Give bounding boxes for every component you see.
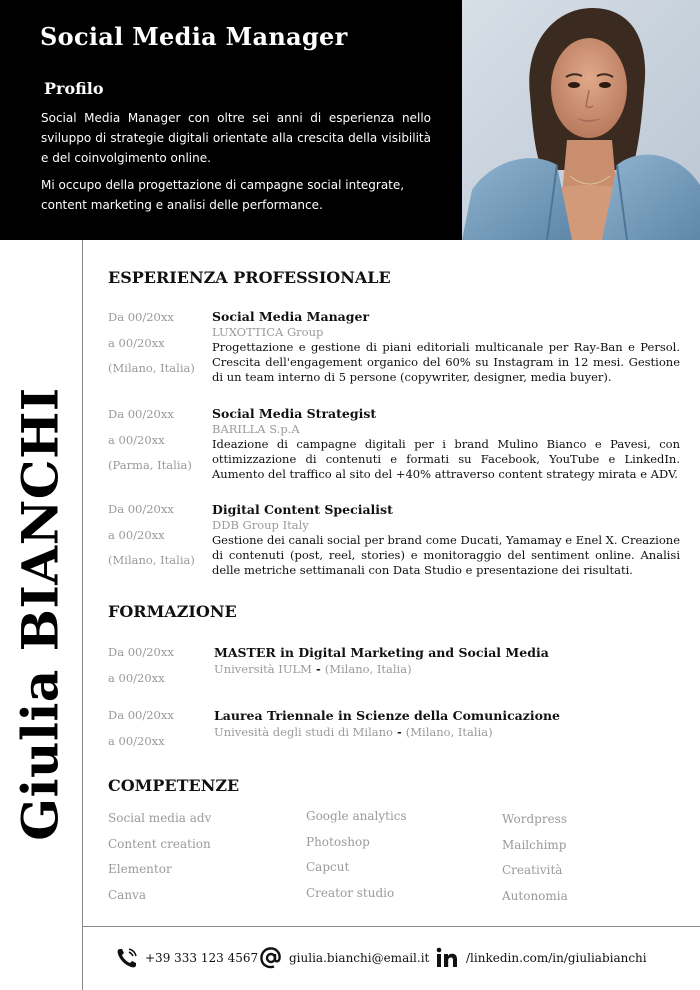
skill-item: Google analytics xyxy=(306,809,407,823)
job-role: Social Media Manager xyxy=(212,309,370,324)
skill-item: Capcut xyxy=(306,860,350,874)
edu-school: Università IULM xyxy=(214,662,312,676)
profile-photo xyxy=(462,0,700,240)
job-date-to: a 00/20xx xyxy=(108,432,165,447)
job-company: DDB Group Italy xyxy=(212,518,309,532)
job-1-dates xyxy=(108,305,195,382)
footer-divider xyxy=(82,926,700,927)
job-role: Digital Content Specialist xyxy=(212,502,393,517)
job-date-from: Da 00/20xx xyxy=(108,502,174,516)
skills-column-1 xyxy=(108,808,211,910)
contact-linkedin[interactable] xyxy=(436,944,647,972)
job-2-dates xyxy=(108,402,192,479)
skills-column-3 xyxy=(502,809,568,911)
edu-degree: Laurea Triennale in Scienze della Comunicazione xyxy=(214,708,561,723)
job-date-from: Da 00/20xx xyxy=(108,407,174,421)
edu-date-from: Da 00/20xx xyxy=(108,645,174,659)
job-3 xyxy=(212,502,680,578)
job-location: (Parma, Italia) xyxy=(108,458,192,472)
skills-column-2 xyxy=(306,806,407,908)
job-date-to: a 00/20xx xyxy=(108,527,165,542)
skills-title: COMPETENZE xyxy=(108,776,240,795)
job-role: Social Media Strategist xyxy=(212,406,377,421)
profile-paragraph-2: Mi occupo della progettazione di campagne social integrate, content marketing e analisi delle performance. xyxy=(41,178,405,212)
edu-separator: - xyxy=(392,725,406,739)
skills-grid xyxy=(108,808,688,908)
job-date-to: a 00/20xx xyxy=(108,335,165,350)
skill-item: Creatività xyxy=(502,863,563,877)
edu-separator: - xyxy=(311,662,325,676)
job-date-from: Da 00/20xx xyxy=(108,310,174,324)
profile-paragraph-1: Social Media Manager con oltre sei anni di esperienza nello sviluppo di strategie digitali orientate alla crescita della visibilità e del coinvolgimento online. xyxy=(41,111,431,165)
edu-date-to: a 00/20xx xyxy=(108,733,165,748)
at-sign-icon xyxy=(259,946,283,970)
profile-heading: Profilo xyxy=(44,79,104,98)
skill-item: Mailchimp xyxy=(502,837,567,852)
page-title: Social Media Manager xyxy=(40,22,348,51)
job-description: Ideazione di campagne digitali per i brand Mulino Bianco e Pavesi, con ottimizzazione di contenuti e formati su Facebook, YouTube e LinkedIn. Aumento del traffico al sito del +40% attraverso content strategy mirata e ADV. xyxy=(212,437,680,481)
linkedin-url[interactable]: /linkedin.com/in/giuliabianchi xyxy=(466,951,647,965)
job-2 xyxy=(212,406,680,482)
education-title: FORMAZIONE xyxy=(108,602,237,621)
edu-2 xyxy=(214,708,560,740)
header-panel xyxy=(0,0,462,240)
experience-title: ESPERIENZA PROFESSIONALE xyxy=(108,268,391,287)
job-location: (Milano, Italia) xyxy=(108,361,195,375)
contact-email[interactable] xyxy=(259,944,429,972)
job-company: LUXOTTICA Group xyxy=(212,325,324,339)
phone-icon xyxy=(115,946,139,970)
skill-item: Social media adv xyxy=(108,811,212,825)
edu-1-dates xyxy=(108,640,174,691)
edu-location: (Milano, Italia) xyxy=(405,725,493,739)
skill-item: Content creation xyxy=(108,836,211,851)
job-description: Progettazione e gestione di piani editoriali multicanale per Ray-Ban e Persol. Crescita dell'engagement organico del 60% su Instagram in 12 mesi. Gestione di un team interno di 5 persone (copywriter, designer, media buyer). xyxy=(212,340,680,384)
job-company: BARILLA S.p.A xyxy=(212,422,300,436)
job-description: Gestione dei canali social per brand come Ducati, Yamamay e Enel X. Creazione di contenuti (post, reel, stories) e monitoraggio del sentiment online. Analisi delle metriche settimanali con Data Studio e presentazione dei risultati. xyxy=(212,533,680,577)
phone-number[interactable]: +39 333 123 4567 xyxy=(145,951,259,965)
edu-degree: MASTER in Digital Marketing and Social Media xyxy=(214,645,549,660)
skill-item: Wordpress xyxy=(502,812,567,826)
edu-school: Univesità degli studi di Milano xyxy=(214,725,393,739)
skill-item: Elementor xyxy=(108,862,172,876)
edu-date-from: Da 00/20xx xyxy=(108,708,174,722)
edu-date-to: a 00/20xx xyxy=(108,670,165,685)
candidate-name-text: Giulia BIANCHI xyxy=(10,387,70,841)
skill-item: Autonomia xyxy=(502,888,568,903)
edu-1 xyxy=(214,645,549,677)
email-address[interactable]: giulia.bianchi@email.it xyxy=(289,951,430,965)
job-1 xyxy=(212,309,680,385)
linkedin-icon xyxy=(436,946,460,970)
edu-2-dates xyxy=(108,703,174,754)
vertical-divider xyxy=(82,240,83,990)
job-location: (Milano, Italia) xyxy=(108,553,195,567)
skill-item: Canva xyxy=(108,887,146,902)
contact-phone[interactable] xyxy=(115,944,258,972)
skill-item: Creator studio xyxy=(306,885,395,900)
edu-location: (Milano, Italia) xyxy=(324,662,412,676)
skill-item: Photoshop xyxy=(306,834,370,849)
job-3-dates xyxy=(108,497,195,574)
